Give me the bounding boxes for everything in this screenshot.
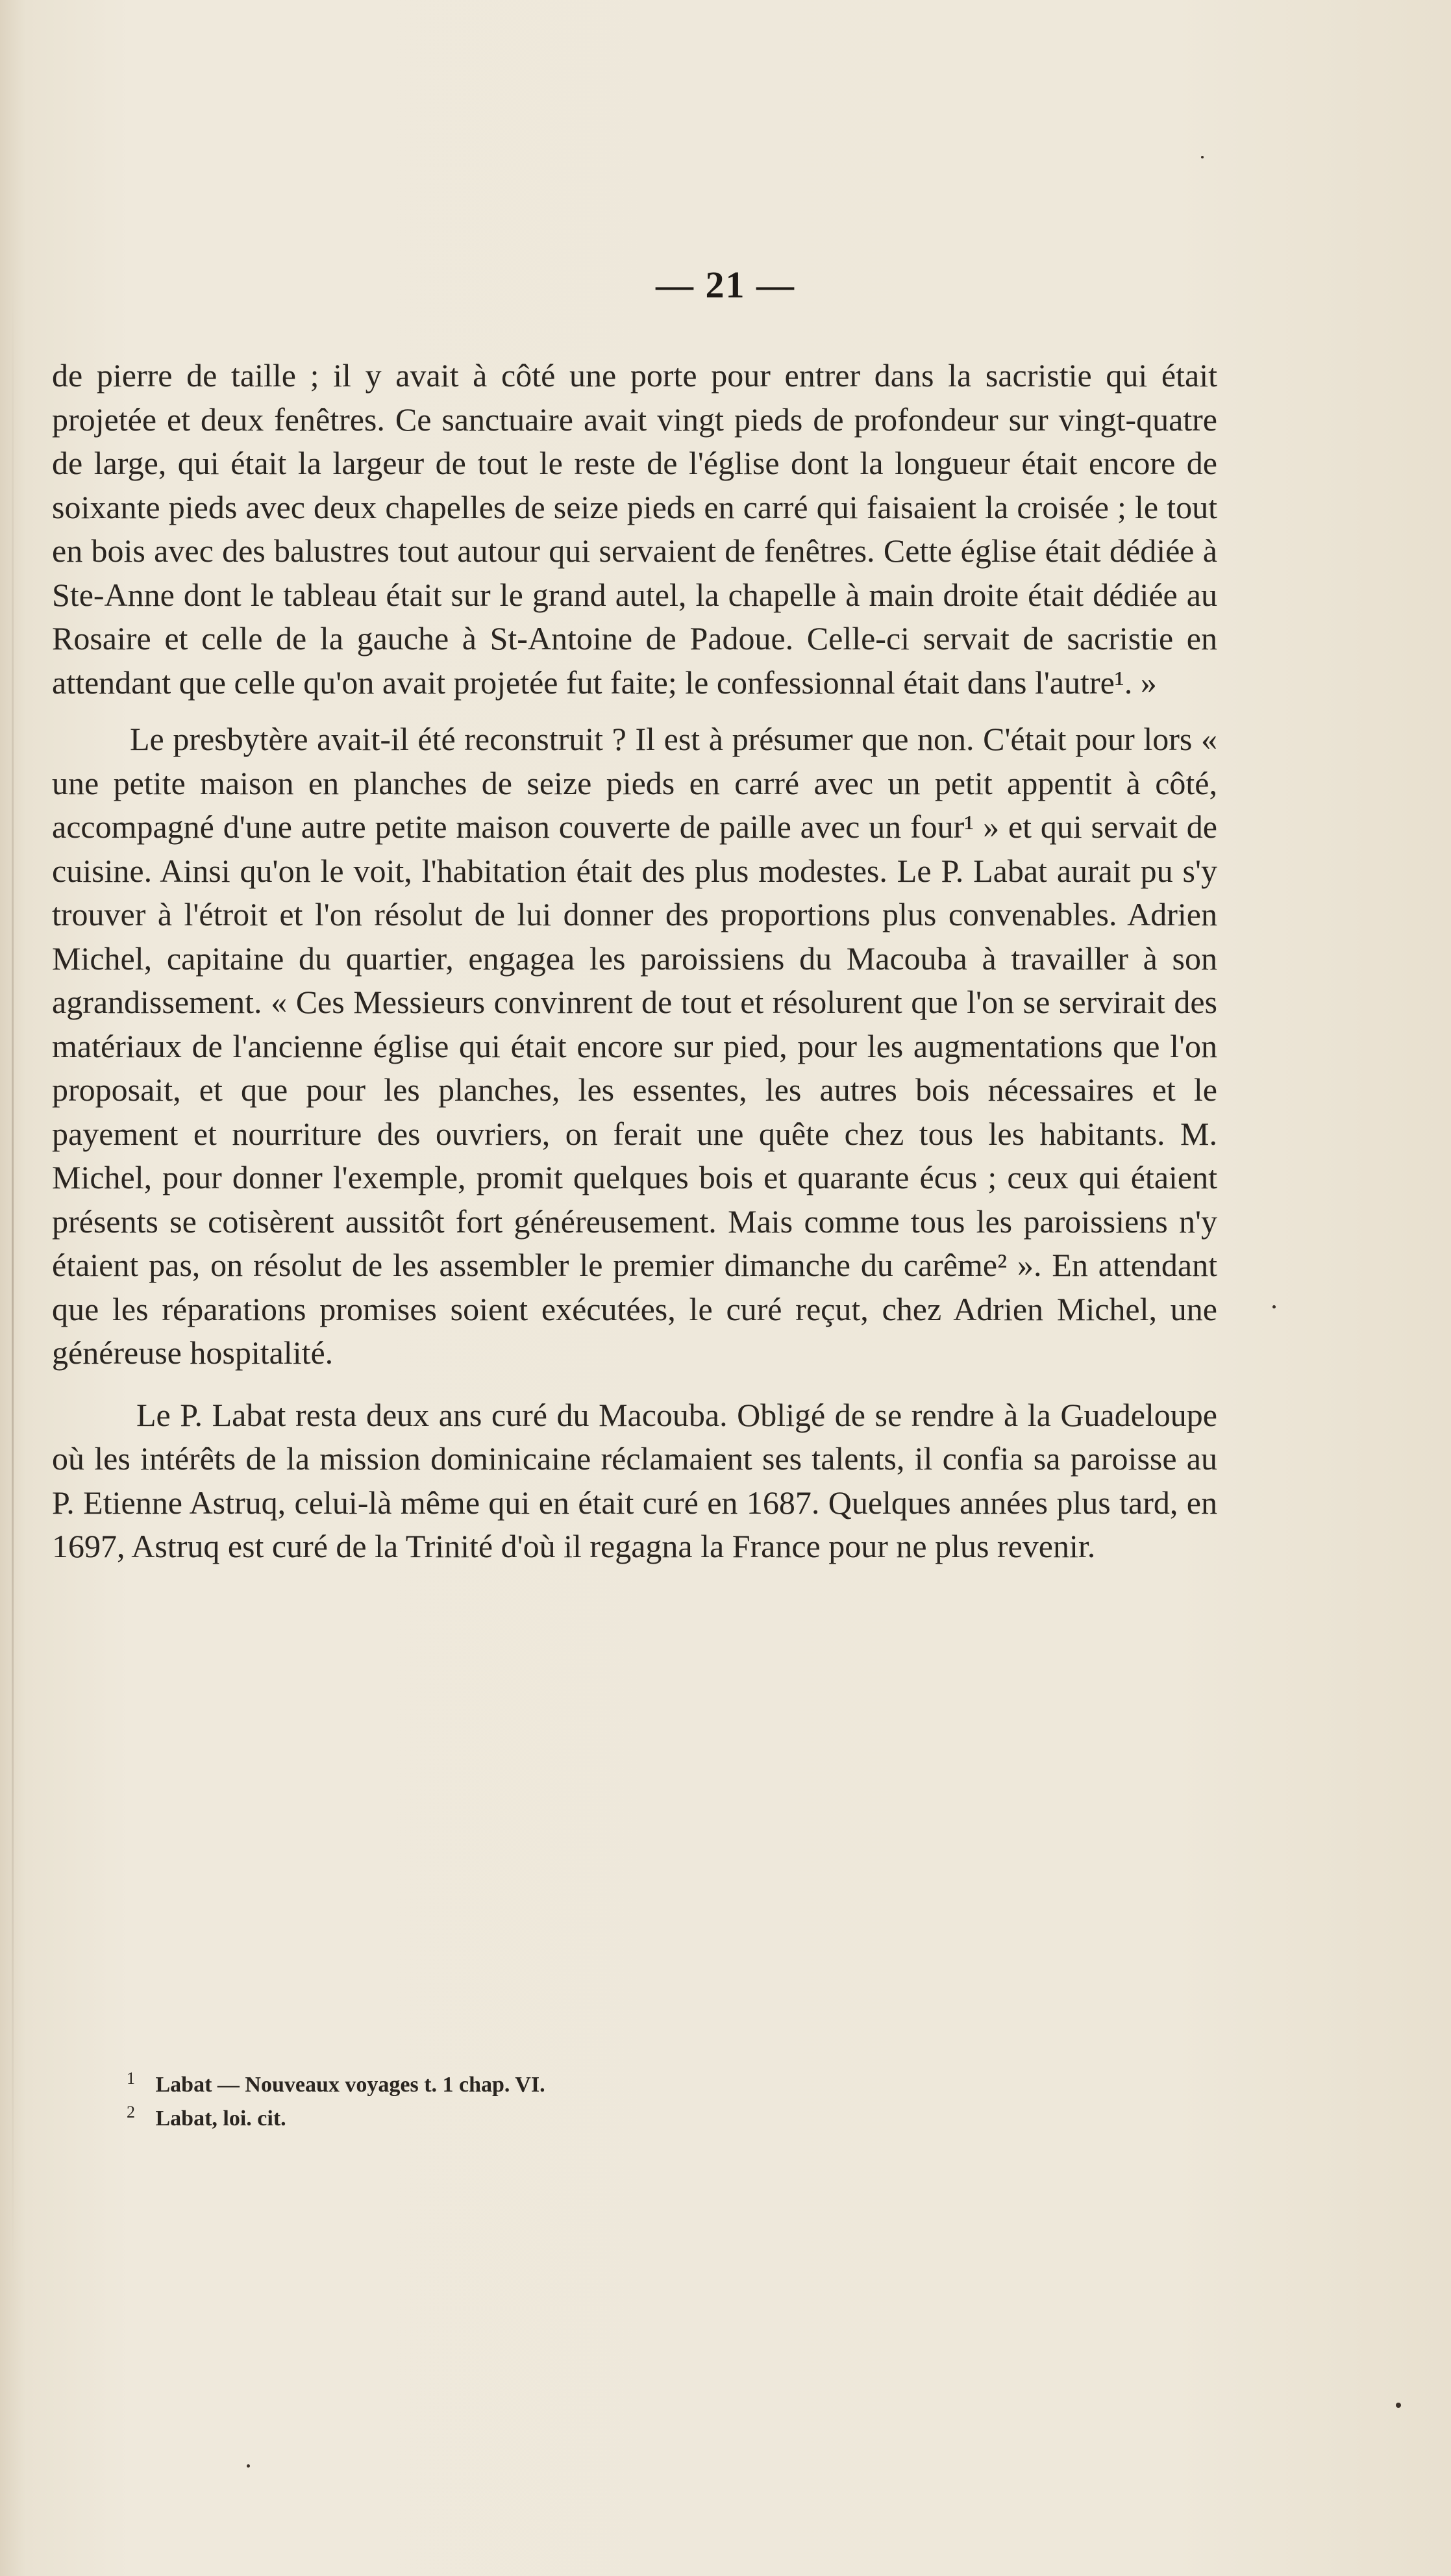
body-text (52, 354, 1217, 1569)
footnotes (127, 2068, 1165, 2136)
footnote-text: Labat, loi. cit. (155, 2107, 286, 2131)
footnote-1: 1 Labat — Nouveaux voyages t. 1 chap. VI. (127, 2068, 545, 2097)
paragraph-3: Le P. Labat resta deux ans curé du Macouba. Obligé de se rendre à la Guadeloupe où les intérêts de la mission dominicaine réclamaient ses talents, il confia sa paroisse au P. Etienne Astruq, celui-là même qui en était curé en 1687. Quelques années plus tard, en 1697, Astruq est curé de la Trinité d'où il regagna la France pour ne plus revenir. (52, 1396, 1217, 1564)
footnote-text: Labat — Nouveaux voyages t. 1 chap. VI. (155, 2073, 545, 2097)
paragraph-2: Le presbytère avait-il été reconstruit ? Il est à présumer que non. C'était pour lors « une petite maison en planches de seize pieds en carré avec un petit appentit à côté, accompagné d'une autre petite maison couverte de paille avec un four¹ » et qui servait de cuisine. Ainsi qu'on le voit, l'habitation était des plus modestes. Le P. Labat aurait pu s'y trouver à l'étroit et l'on résolut de lui donner des proportions plus convenables. Adrien Michel, capitaine du quartier, engagea les paroissiens du Macouba à travailler à son agrandissement. « Ces Messieurs convinrent de tout et résolurent que l'on se servirait des matériaux de l'ancienne église qui était encore sur pied, pour les augmentations que l'on proposait, et que pour les planches, les essentes, les autres bois nécessaires et le payement et nourriture des ouvriers, on ferait une quête chez tous les habitants. M. Michel, pour donner l'exemple, promit quelques bois et quarante écus ; ceux qui étaient présents se cotisèrent aussitôt fort généreusement. Mais comme tous les paroissiens n'y étaient pas, on résolut de les assembler le premier dimanche du carême² ». En attendant que les réparations promises soient exécutées, le curé reçut, chez Adrien Michel, une généreuse hospitalité. (52, 721, 1217, 1371)
ink-speck (1201, 156, 1204, 158)
ink-speck (1396, 2403, 1401, 2408)
ink-speck (1272, 1305, 1276, 1308)
paragraph-1: de pierre de taille ; il y avait à côté une porte pour entrer dans la sacristie qui était projetée et deux fenêtres. Ce sanctuaire avait vingt pieds de profondeur sur vingt-quatre de large, qui était la largeur de tout le reste de l'église dont la longueur était encore de soixante pieds avec deux chapelles de seize pieds en carré qui faisaient la croisée ; le tout en bois avec des balustres tout autour qui servaient de fenêtres. Cette église était dédiée à Ste-Anne dont le tableau était sur le grand autel, la chapelle à main droite était dédiée au Rosaire et celle de la gauche à St-Antoine de Padoue. Celle-ci servait de sacristie en attendant que celle qu'on avait projetée fut faite; le confessionnal était dans l'autre¹. » (52, 357, 1217, 701)
footnote-2: 2 Labat, loi. cit. (127, 2102, 286, 2131)
page-edge-shadow (12, 273, 14, 2286)
ink-speck (247, 2464, 250, 2468)
page-number: — 21 — (656, 264, 795, 306)
